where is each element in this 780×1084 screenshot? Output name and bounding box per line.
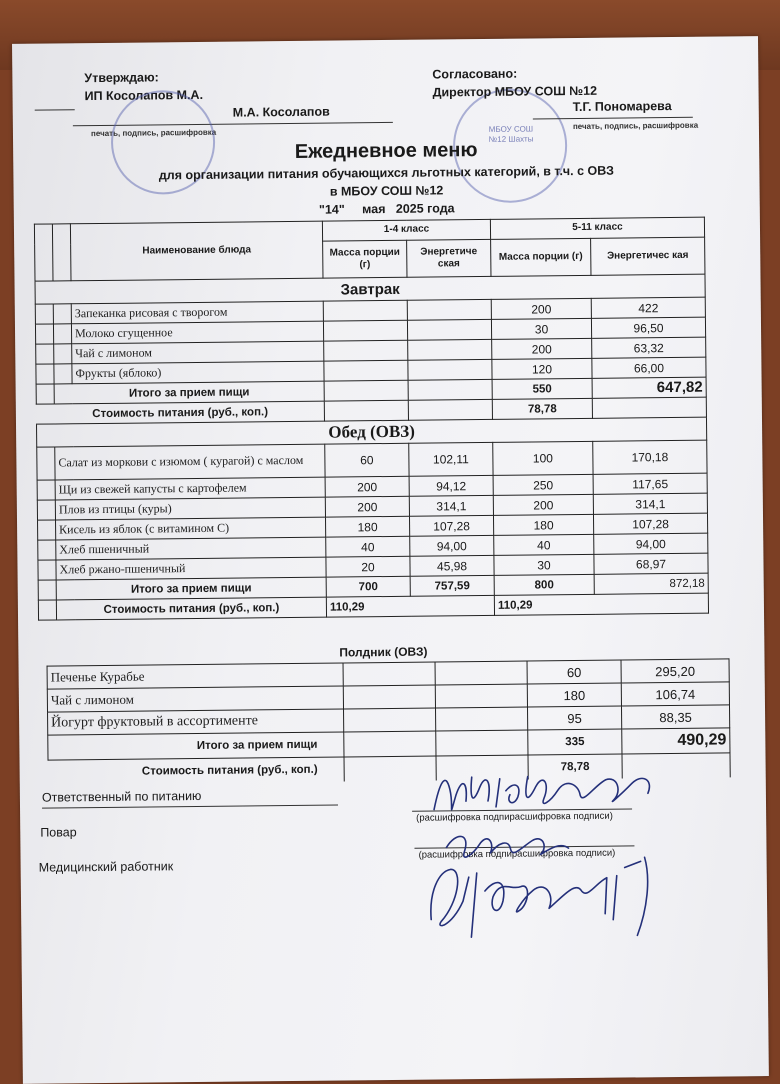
date-day: "14" [318, 202, 345, 217]
approve-label: Утверждаю: [84, 70, 159, 86]
dish-name: Щи из свежей капусты с картофелем [55, 477, 325, 500]
total-mass-b: 800 [494, 574, 594, 595]
energy-b-header: Энергетичес кая [591, 237, 705, 275]
blank-cell [52, 224, 71, 281]
section-breakfast-title: Завтрак [35, 274, 705, 304]
col-dish-header: Наименование блюда [70, 221, 323, 281]
section-snack-title: Полдник (ОВЗ) [339, 644, 428, 660]
mass-a [343, 662, 435, 686]
cost-label: Стоимость питания (руб., коп.) [56, 597, 326, 620]
signature-line [42, 805, 338, 809]
total-mass-b: 550 [492, 378, 592, 399]
mass-a: 180 [325, 516, 409, 537]
responsible-label: Ответственный по питанию [41, 788, 202, 805]
dish-name: Салат из моркови с изюмом ( курагой) с маслом [55, 444, 325, 480]
energy-b: 295,20 [621, 659, 729, 683]
agreed-position: Директор МБОУ СОШ №12 [432, 83, 598, 100]
cost-value: 78,78 [492, 398, 592, 419]
mass-b: 180 [527, 683, 621, 707]
energy-b: 96,50 [591, 317, 705, 338]
dish-name: Фрукты (яблоко) [72, 361, 324, 384]
dish-name: Кисель из яблок (с витамином С) [56, 517, 326, 540]
dish-name: Молоко сгущенное [71, 321, 323, 344]
total-label: Итого за прием пищи [54, 381, 324, 404]
signature-cook [446, 835, 568, 857]
mass-b: 120 [492, 358, 592, 379]
cost-value: 78,78 [528, 754, 622, 779]
energy-b: 63,32 [592, 337, 706, 358]
stamp-school-text: МБОУ СОШ №12 Шахты [488, 124, 534, 144]
agreed-label: Согласовано: [432, 66, 518, 82]
mass-b: 250 [493, 474, 593, 495]
blank-cell [34, 224, 53, 281]
energy-a [408, 339, 492, 360]
mass-a: 200 [325, 476, 409, 497]
approve-caption: печать, подпись, расшифровка [90, 127, 217, 139]
energy-b: 106,74 [621, 682, 729, 706]
agreed-caption: печать, подпись, расшифровка [572, 120, 699, 132]
energy-b: 422 [591, 297, 705, 318]
page-subtitle: для организации питания обучающихся льготных категорий, в т.ч. с ОВЗ [158, 163, 615, 183]
date-month: мая [362, 202, 386, 217]
dish-name: Хлеб ржано-пшеничный [56, 557, 326, 580]
cost-label: Стоимость питания (руб., коп.) [36, 401, 324, 424]
mass-b: 30 [491, 318, 591, 339]
total-mass-b: 335 [528, 729, 622, 755]
total-energy-b: 872,18 [594, 573, 708, 594]
mass-a: 60 [325, 443, 409, 477]
energy-b: 94,00 [594, 533, 708, 554]
energy-b: 117,65 [593, 473, 707, 494]
mass-a-header: Масса порции (г) [323, 240, 407, 278]
energy-a: 94,12 [409, 475, 493, 496]
grade-a-header: 1-4 класс [322, 219, 490, 241]
total-energy-a: 757,59 [410, 575, 494, 596]
signature-medic [430, 857, 648, 937]
energy-a: 102,11 [409, 442, 493, 476]
menu-document [12, 36, 769, 1084]
energy-a: 94,00 [410, 535, 494, 556]
signature-caption: (расшифровка подпирасшифровка подписи) [418, 847, 616, 861]
mass-a: 40 [326, 536, 410, 557]
total-label: Итого за прием пищи [48, 732, 344, 760]
mass-b: 200 [491, 298, 591, 319]
mass-b: 180 [493, 514, 593, 535]
energy-a [407, 299, 491, 320]
energy-a [435, 707, 527, 731]
energy-b: 66,00 [592, 357, 706, 378]
mass-a [324, 340, 408, 361]
energy-a: 107,28 [409, 515, 493, 536]
energy-a-header: Энергетиче ская [407, 239, 491, 277]
menu-table [34, 217, 709, 621]
energy-b: 88,35 [621, 705, 729, 729]
mass-a: 20 [326, 556, 410, 577]
dish-name: Хлеб пшеничный [56, 537, 326, 560]
energy-b: 314,1 [593, 493, 707, 514]
energy-a [407, 319, 491, 340]
mass-a [323, 320, 407, 341]
mass-a [344, 708, 436, 732]
medic-label: Медицинский работник [38, 859, 174, 875]
cost-value-a: 110,29 [326, 595, 494, 617]
mass-b: 40 [494, 534, 594, 555]
dish-name: Чай с лимоном [47, 686, 343, 712]
signature-caption: (расшифровка подпирасшифровка подписи) [416, 810, 613, 824]
signature-responsible [434, 775, 650, 810]
mass-a [343, 685, 435, 709]
dish-name: Плов из птицы (куры) [55, 497, 325, 520]
mass-b-header: Масса порции (г) [491, 238, 591, 276]
energy-a: 45,98 [410, 555, 494, 576]
energy-a [435, 661, 527, 685]
dish-name: Печенье Курабье [47, 663, 343, 689]
total-energy-b: 490,29 [622, 728, 730, 754]
section-lunch-title: Обед (ОВЗ) [37, 417, 707, 447]
cost-value-b: 110,29 [494, 593, 708, 615]
signature-line [35, 109, 75, 110]
approve-signer: М.А. Косолапов [232, 104, 330, 120]
mass-b: 200 [493, 494, 593, 515]
mass-b: 30 [494, 554, 594, 575]
energy-b: 68,97 [594, 553, 708, 574]
page-title: Ежедневное меню [294, 139, 478, 163]
dish-name: Чай с лимоном [72, 341, 324, 364]
energy-a: 314,1 [409, 495, 493, 516]
dish-name: Запеканка рисовая с творогом [71, 301, 323, 324]
dish-name: Йогурт фруктовый в ассортименте [48, 709, 344, 735]
grade-b-header: 5-11 класс [490, 217, 704, 239]
date-year: 2025 года [395, 201, 455, 216]
total-label: Итого за прием пищи [56, 577, 326, 600]
total-mass-a: 700 [326, 576, 410, 597]
school-name: в МБОУ СОШ №12 [329, 183, 444, 199]
cost-label: Стоимость питания (руб., коп.) [48, 757, 344, 785]
cook-label: Повар [40, 825, 77, 840]
energy-b: 170,18 [593, 440, 707, 474]
handwritten-signatures [409, 749, 681, 952]
mass-b: 200 [492, 338, 592, 359]
mass-a [324, 360, 408, 381]
total-energy-b: 647,82 [592, 377, 706, 398]
mass-b: 95 [527, 706, 621, 730]
energy-a [408, 359, 492, 380]
mass-b: 100 [493, 441, 593, 475]
mass-b: 60 [527, 660, 621, 684]
energy-b: 107,28 [593, 513, 707, 534]
agreed-name: Т.Г. Пономарева [572, 99, 672, 115]
mass-a [323, 300, 407, 321]
approve-name: ИП Косолапов М.А. [84, 87, 204, 104]
mass-a: 200 [325, 496, 409, 517]
energy-a [435, 684, 527, 708]
